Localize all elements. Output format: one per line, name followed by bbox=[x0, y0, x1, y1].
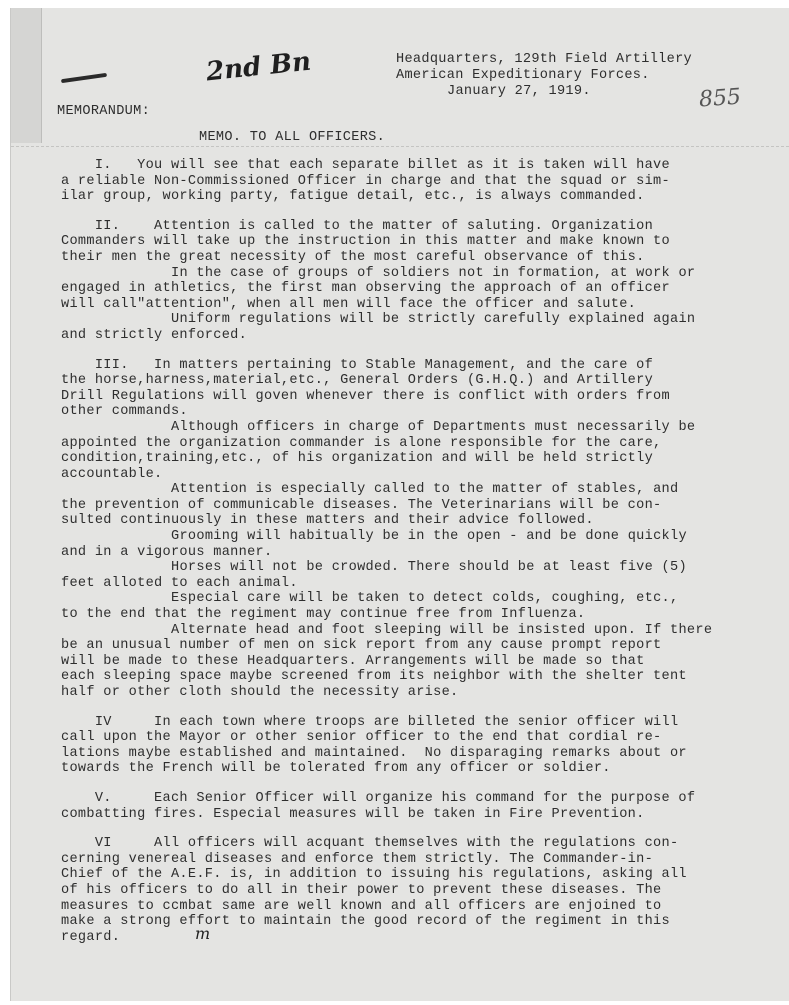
memo-line: feet alloted to each animal. bbox=[61, 575, 298, 591]
memo-line: engaged in athletics, the first man observing the approach of an officer bbox=[61, 281, 670, 297]
memo-line: make a strong effort to maintain the good record of the regiment in this bbox=[61, 914, 670, 930]
memo-line: Commanders will take up the instruction in this matter and make known to bbox=[61, 234, 670, 250]
memo-line: Attention is especially called to the matter of stables, and bbox=[171, 482, 679, 498]
pen-mark bbox=[61, 73, 107, 83]
paragraph-gap bbox=[61, 344, 786, 358]
memo-line: towards the French will be tolerated from any officer or soldier. bbox=[61, 761, 611, 777]
memo-line: Grooming will habitually be in the open - and be done quickly bbox=[171, 529, 687, 545]
memo-line: Alternate head and foot sleeping will be insisted upon. If there bbox=[171, 622, 713, 638]
memo-line: sulted continuously in these matters and their advice followed. bbox=[61, 513, 594, 529]
memo-line: III. In matters pertaining to Stable Management, and the care of bbox=[61, 357, 654, 373]
memo-line: other commands. bbox=[61, 404, 188, 420]
memo-line: combatting fires. Especial measures will be taken in Fire Prevention. bbox=[61, 806, 645, 822]
memo-line: their men the great necessity of the most careful observance of this. bbox=[61, 249, 645, 265]
memo-line: the prevention of communicable diseases. The Veterinarians will be con- bbox=[61, 497, 662, 513]
page-edge-tab bbox=[11, 8, 42, 143]
header-date: January 27, 1919. bbox=[447, 84, 591, 99]
handwritten-note: 2nd Bn bbox=[204, 46, 313, 88]
memo-line: Drill Regulations will goven whenever there is conflict with orders from bbox=[61, 388, 670, 404]
memo-line: lations maybe established and maintained. No disparaging remarks about or bbox=[61, 745, 687, 761]
memo-line: cerning venereal diseases and enforce them strictly. The Commander-in- bbox=[61, 851, 654, 867]
memo-line: each sleeping space maybe screened from its neighbor with the shelter tent bbox=[61, 669, 687, 685]
fold-line bbox=[11, 146, 789, 147]
paragraph-gap bbox=[61, 777, 786, 791]
memo-body bbox=[61, 158, 786, 945]
memo-line: ilar group, working party, fatigue detail, etc., is always commanded. bbox=[61, 189, 645, 205]
memo-line: and in a vigorous manner. bbox=[61, 544, 273, 560]
memo-line: a reliable Non-Commissioned Officer in charge and that the squad or sim- bbox=[61, 173, 670, 189]
memo-line: accountable. bbox=[61, 466, 163, 482]
memorandum-label: MEMORANDUM: bbox=[57, 104, 151, 119]
memo-line: and strictly enforced. bbox=[61, 327, 248, 343]
memo-page bbox=[10, 8, 789, 1001]
memo-title: MEMO. TO ALL OFFICERS. bbox=[199, 130, 386, 145]
memo-line: VI All officers will acquant themselves with the regulations con- bbox=[61, 836, 679, 852]
memo-line: half or other cloth should the necessity arise. bbox=[61, 685, 459, 700]
memo-line: of his officers to do all in their power to prevent these diseases. The bbox=[61, 882, 662, 898]
handwritten-correction: m bbox=[195, 924, 211, 943]
memo-line: regard. bbox=[61, 929, 121, 945]
memo-line: I. You will see that each separate billet as it is taken will have bbox=[61, 158, 670, 173]
memo-line: call upon the Mayor or other senior officer to the end that cordial re- bbox=[61, 730, 662, 746]
page-number: 855 bbox=[698, 84, 742, 113]
header-line-1: Headquarters, 129th Field Artillery bbox=[396, 52, 693, 67]
memo-line: will call"attention", when all men will face the officer and salute. bbox=[61, 296, 637, 312]
memo-line: condition,training,etc., of his organization and will be held strictly bbox=[61, 451, 654, 467]
memo-line: Although officers in charge of Departments must necessarily be bbox=[171, 419, 696, 435]
paragraph-gap bbox=[61, 701, 786, 715]
memo-line: Uniform regulations will be strictly carefully explained again bbox=[171, 312, 696, 328]
paragraph-gap bbox=[61, 822, 786, 836]
memo-line: be an unusual number of men on sick report from any cause prompt report bbox=[61, 638, 662, 654]
header-line-2: American Expeditionary Forces. bbox=[396, 68, 650, 83]
memo-line: IV In each town where troops are billeted the senior officer will bbox=[61, 714, 679, 730]
memo-line: II. Attention is called to the matter of saluting. Organization bbox=[61, 218, 654, 234]
memo-line: measures to ccmbat same are well known and all officers are enjoined to bbox=[61, 898, 662, 914]
memo-line: Horses will not be crowded. There should be at least five (5) bbox=[171, 560, 687, 576]
memo-line: Especial care will be taken to detect colds, coughing, etc., bbox=[171, 591, 679, 607]
paragraph-gap bbox=[61, 205, 786, 219]
memo-line: will be made to these Headquarters. Arrangements will be made so that bbox=[61, 653, 645, 669]
memo-line: to the end that the regiment may continue free from Influenza. bbox=[61, 607, 586, 623]
memo-line: the horse,harness,material,etc., General Orders (G.H.Q.) and Artillery bbox=[61, 373, 654, 389]
memo-line: Chief of the A.E.F. is, in addition to issuing his regulations, asking all bbox=[61, 867, 687, 883]
memo-line: appointed the organization commander is alone responsible for the care, bbox=[61, 435, 662, 451]
memo-line: In the case of groups of soldiers not in formation, at work or bbox=[171, 265, 696, 281]
memo-line: V. Each Senior Officer will organize his command for the purpose of bbox=[61, 790, 696, 806]
